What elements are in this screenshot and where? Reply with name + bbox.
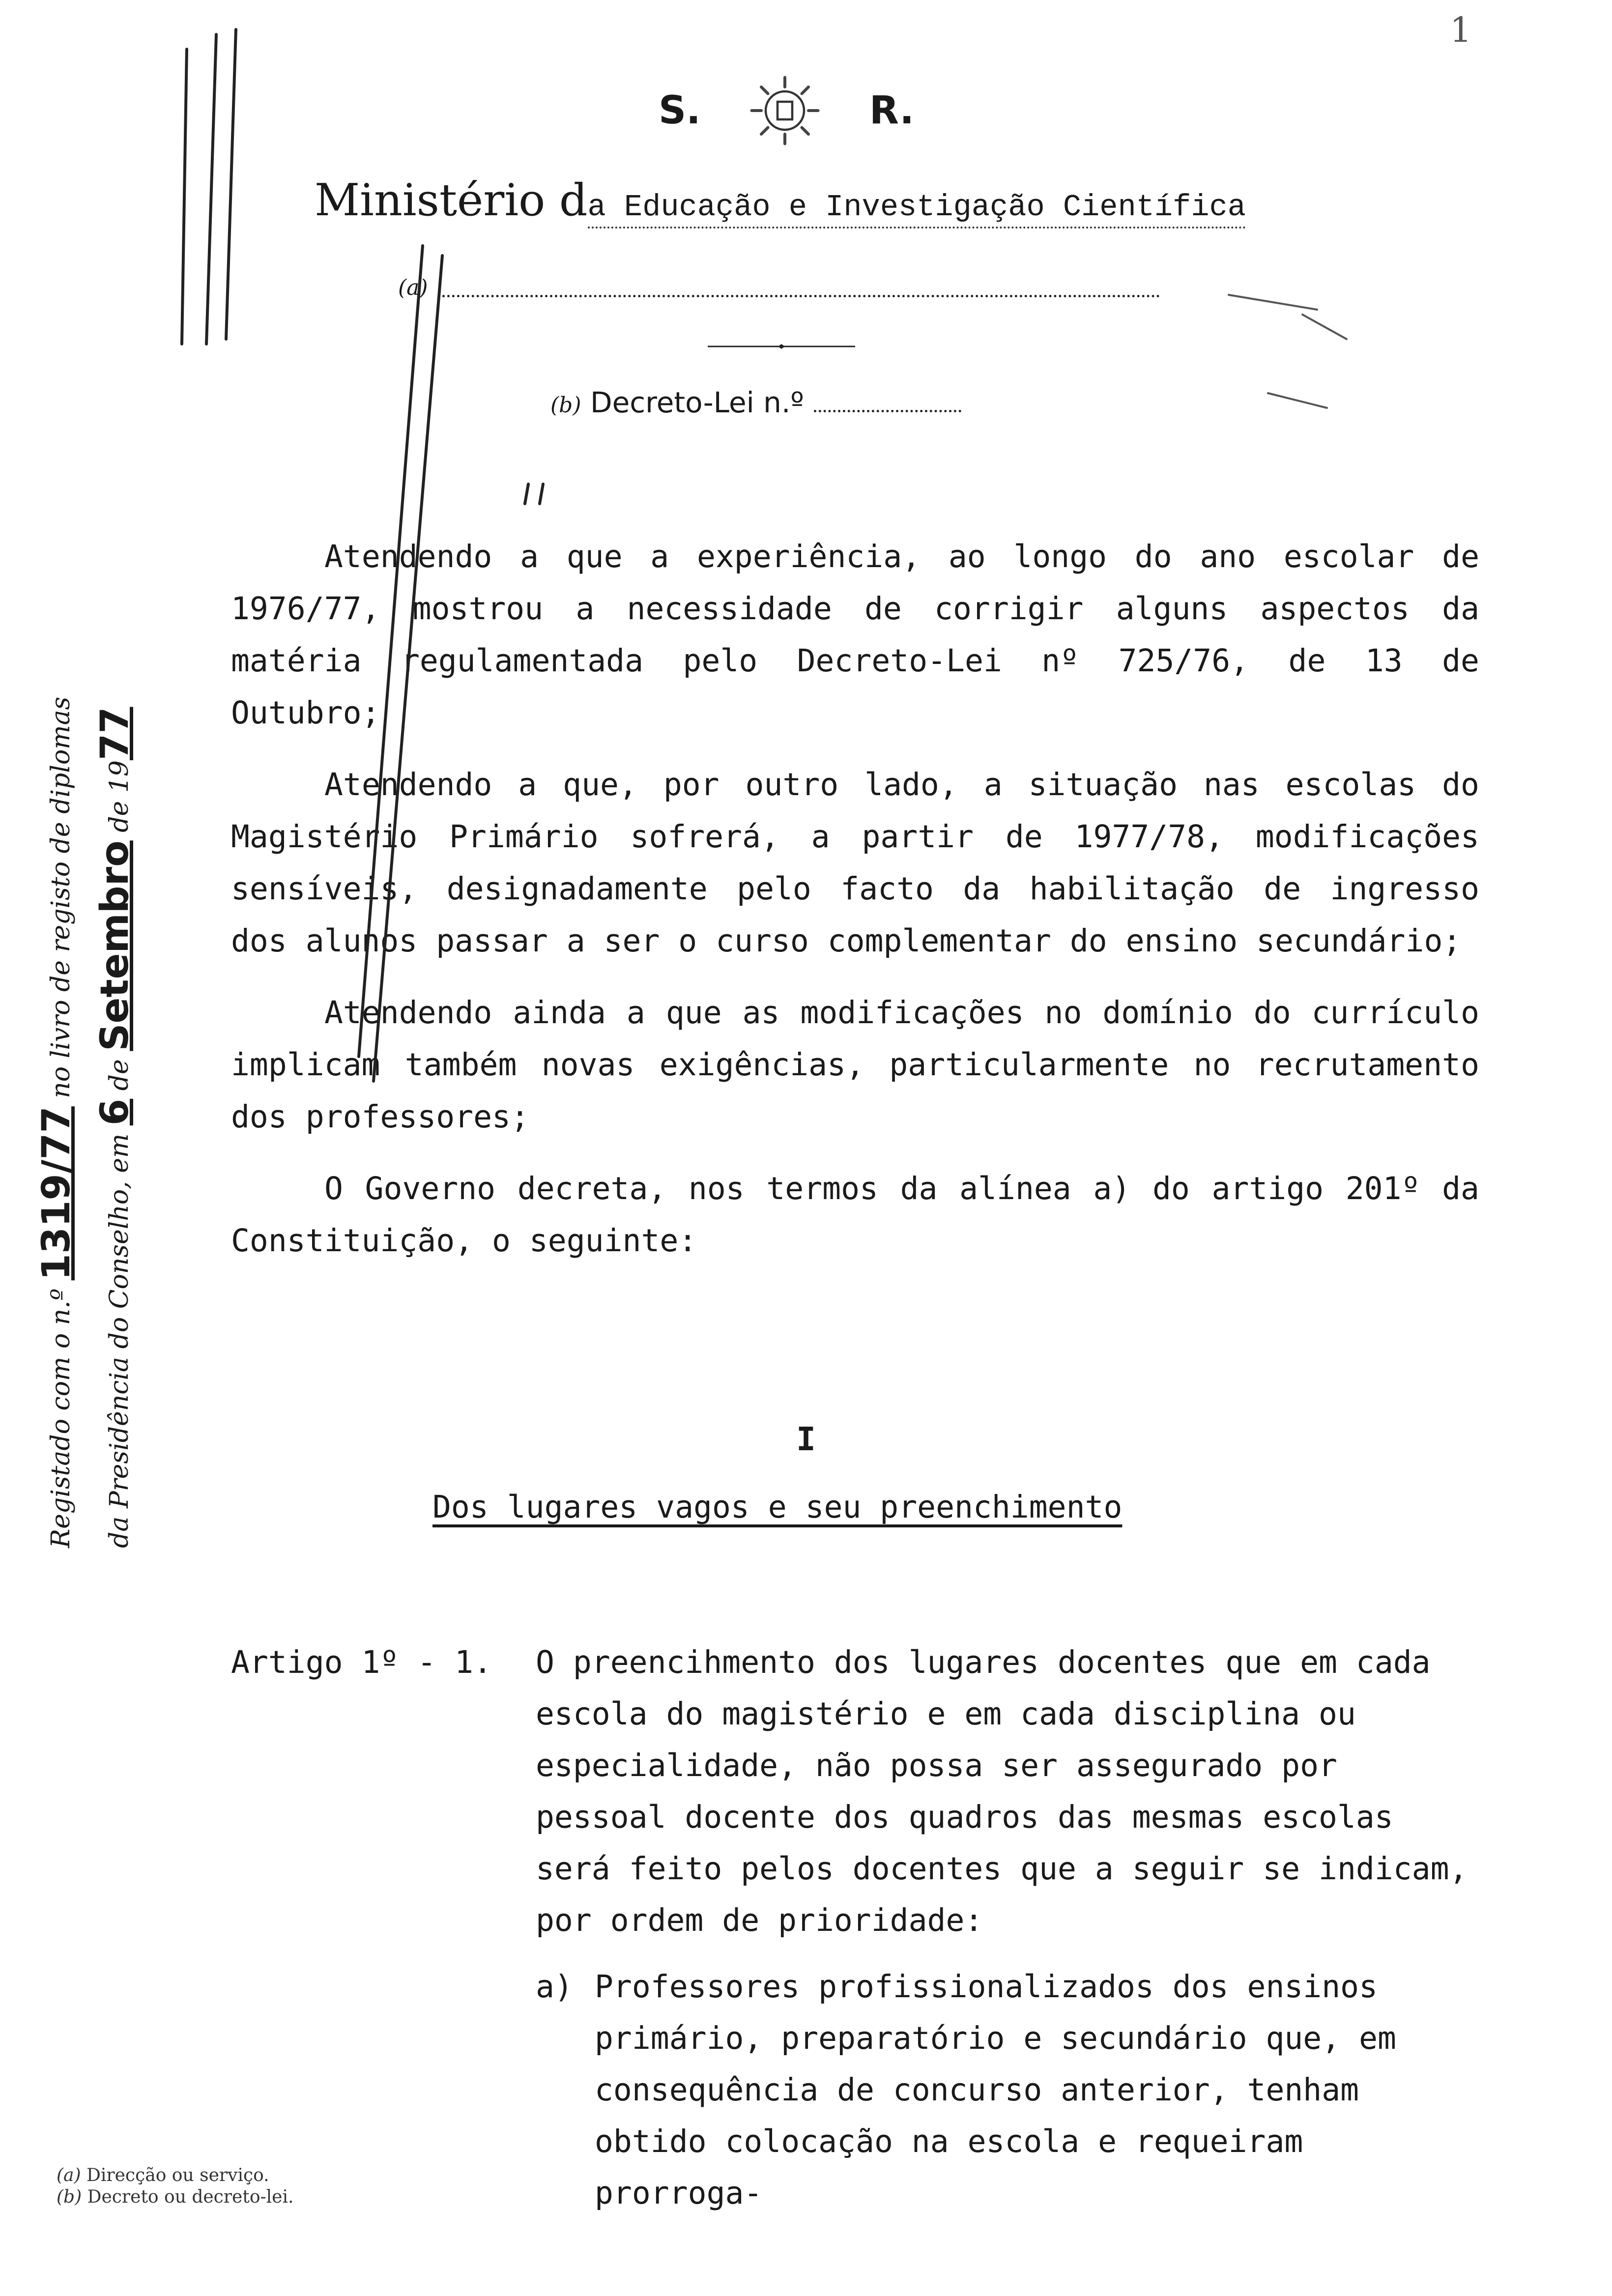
stamp-registration-number: 1319/77 [34, 1106, 79, 1281]
item-marker: a) [536, 1969, 573, 2005]
decreto-tag: (b) [550, 393, 581, 418]
item-text: Professores profissionalizados dos ensinos primário, preparatório e secundário que, em consequência de concurso anterior, tenham obtido colocação na escola e requeiram prorroga- [595, 1969, 1396, 2211]
article-text: O preencihmento dos lugares docentes que em cada escola do magistério e em cada disciplina ou especialidade, não possa ser assegurado por pessoal docente dos quadros das mesmas escolas será feito pelos docentes que a seguir se indicam, por ordem de prioridade: [536, 1644, 1468, 1938]
section-number: I [796, 1420, 816, 1458]
footnote-text: Direcção ou serviço. [86, 2165, 269, 2185]
footnote-tag: (b) [57, 2187, 82, 2207]
article-label: Artigo 1º - 1. [231, 1644, 492, 1680]
section-title: Dos lugares vagos e seu preenchimento [432, 1489, 1123, 1525]
stamp-month: Setembro [93, 840, 137, 1051]
stamp-year: 77 [93, 707, 137, 760]
field-a-tag: (a) [398, 275, 428, 300]
stamp-text: no livro de registo de diplomas [46, 696, 76, 1098]
footnote-text: Decreto ou decreto-lei. [87, 2187, 294, 2207]
footnote-tag: (a) [57, 2165, 81, 2185]
stamp-text: de 19 [105, 760, 134, 832]
ministry-name: a Educação e Investigação Científica [588, 190, 1246, 229]
decreto-label: Decreto-Lei n.º [590, 386, 804, 419]
stamp-text: da Presidência do Conselho, em [105, 1133, 134, 1548]
ministry-prefix: Ministério d [315, 174, 588, 226]
sr-right-letter: R. [869, 88, 914, 133]
preamble-paragraph: O Governo decreta, nos termos da alínea a) do artigo 201º da Constituição, o seguinte: [231, 1171, 1479, 1259]
preamble-paragraph: Atendendo a que, por outro lado, a situação nas escolas do Magistério Primário sofrerá, a partir de 1977/78, modificações sensíveis, designadamente pelo facto da habilitação de ingresso dos alunos passar a ser o curso complementar do ensino secundário; [231, 767, 1479, 959]
preamble-paragraph: Atendendo a que a experiência, ao longo do ano escolar de 1976/77, mostrou a necessidade de corrigir alguns aspectos da matéria regulamentada pelo Decreto-Lei nº 725/76, de 13 de Outubro; [231, 539, 1479, 731]
preamble-paragraph: Atendendo ainda a que as modificações no domínio do currículo implicam também novas exigências, particularmente no recrutamento dos professores; [231, 995, 1479, 1135]
stamp-day: 6 [93, 1098, 137, 1126]
page-number: 1 [1450, 10, 1472, 50]
stamp-text: Registado com o n.º [46, 1288, 76, 1548]
sr-left-letter: S. [659, 88, 701, 133]
stamp-text: de [105, 1059, 134, 1091]
